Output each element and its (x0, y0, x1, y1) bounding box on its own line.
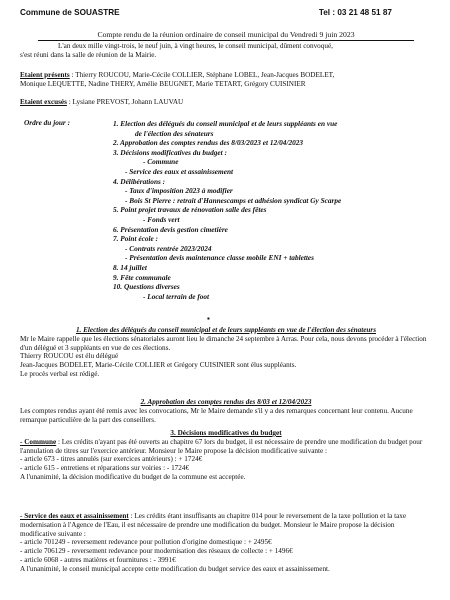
agenda-item: - Bois St Pierre : retrait d'Hannescamps et adhésion syndicat Gy Scarpe (125, 195, 342, 205)
phone-number: Tel : 03 21 48 51 87 (318, 8, 392, 17)
agenda-list (113, 119, 431, 301)
commune-label: - Commune (20, 437, 57, 446)
section-2-heading: 2. Approbation des comptes rendus des 8/03 et 12/04/2023 (140, 398, 312, 406)
agenda-item: 4. Délibérations : (113, 176, 166, 186)
section-1-delegate: Thierry ROUCOU est élu délégué (20, 352, 119, 361)
section-1-report: Le procès verbal est rédigé. (20, 369, 100, 378)
agenda-item: 9. Fête communale (113, 272, 171, 282)
excused-label: Etaient excusés (20, 98, 67, 106)
section-budget-commune (20, 429, 432, 482)
agenda-item: 7. Point école : (113, 234, 158, 244)
water-service-label: - Service des eaux et assainissement (20, 512, 129, 520)
budget-line: - article 6068 - autres matières et fournitures : - 3991€ (20, 555, 176, 564)
separator-dot: ▪ (207, 314, 210, 323)
section-3-paragraph: : Les crédits n'ayant pas été ouverts au chapitre 67 lors du budget, il est nécessaire de prendre une modification du budget pour l'annulation de titres sur l'exercice antérieur. Monsieur le Maire propose la décision modificative suivante : (20, 437, 423, 455)
section-3-heading: 3. Décisions modificatives du budget (170, 429, 282, 437)
agenda-item: - Commune (143, 157, 179, 167)
agenda-item: - Taux d'imposition 2023 à modifier (125, 186, 233, 196)
intro-line-2: s'est réuni dans la salle de réunion de la Mairie. (20, 51, 157, 59)
agenda-item: - Service des eaux et assainissement (125, 166, 234, 176)
agenda-item: 8. 14 juillet (113, 262, 147, 272)
attendees-excused (20, 98, 430, 106)
commune-name: Commune de SOUASTRE (20, 8, 120, 17)
agenda-item: - Local terrain de foot (143, 291, 210, 301)
agenda-item: 1. Election des délégués du conseil municipal et de leurs suppléants en vue (113, 119, 338, 128)
attendees-present (20, 71, 430, 89)
agenda-item: - Contrats rentrée 2023/2024 (125, 243, 212, 253)
agenda-label: Ordre du jour : (24, 118, 71, 127)
present-line-2: Monique LEQUETTE, Nadine THERY, Amélie BEUGNET, Marie TETART, Grégory CUISINIER (20, 80, 306, 89)
excused-names: : Lysiane PREVOST, Johann LAUVAU (66, 98, 184, 106)
section-4-paragraph: : Les crédits étant insuffisants au chapitre 014 pour le reversement de la taxe pollution et la taxe modernisation à l'Agence de l'Eau, il est nécessaire de prendre une modification du budget. Monsieur le Maire propose la décision modificative suivante : (20, 512, 407, 538)
intro-line-1: L'an deux mille vingt-trois, le neuf juin, à vingt heures, le conseil municipal, dûment convoqué, (58, 42, 333, 50)
section-2-paragraph: Les comptes rendus ayant été remis avec les convocations, Mr le Maire demande s'il y a des remarques concernant leur contenu. Aucune remarque particulière de la part des conseillers. (20, 406, 413, 424)
section-4-conclusion: A l'unanimité, le conseil municipal accepte cette modification du budget service des eaux et assainissement. (20, 564, 330, 573)
section-minutes-approval (20, 398, 432, 424)
agenda-item: 2. Approbation des comptes rendus des 8/03/2023 et 12/04/2023 (113, 138, 304, 148)
present-label: Etaient présents (20, 71, 70, 79)
present-line-1: : Thierry ROUCOU, Marie-Cécile COLLIER, Stéphane LOBEL, Jean-Jacques BODELET, (69, 71, 335, 79)
document-title: Compte rendu de la réunion ordinaire de conseil municipal du Vendredi 9 juin 2023 (38, 30, 414, 41)
budget-line: - article 615 - entretiens et réparations sur voiries : - 1724€ (20, 464, 190, 473)
section-3-conclusion: A l'unanimité, la décision modificative du budget de la commune est acceptée. (20, 472, 246, 481)
agenda-item: - Fonds vert (143, 214, 180, 224)
agenda-item: 3. Décisions modificatives du budget : (113, 147, 227, 157)
agenda-item: de l'élection des sénateurs (135, 128, 214, 138)
section-1-paragraph: Mr le Maire rappelle que les élections sénatoriales auront lieu le dimanche 24 septembre à Arras. Pour cela, nous devons procéder à l'élection d'un délégué et 3 suppléants en vue de ces élections. (20, 334, 427, 352)
section-1-substitutes: Jean-Jacques BODELET, Marie-Cécile COLLIER et Grégory CUISINIER sont élus suppléants. (20, 361, 297, 370)
page-header (20, 8, 430, 20)
agenda-item: 10. Questions diverses (113, 282, 180, 292)
section-senatorial-election (20, 326, 432, 379)
agenda-item: 6. Présentation devis gestion cimetière (113, 224, 228, 234)
intro-paragraph (20, 42, 430, 60)
budget-line: - article 706129 - reversement redevance pour modernisation des réseaux de collecte : + 1496€ (20, 547, 293, 556)
agenda-item: - Présentation devis maintenance classe mobile ENI + tablettes (125, 253, 314, 263)
budget-line: - article 701249 - reversement redevance pour pollution d'origine domestique : + 2495€ (20, 538, 272, 547)
section-1-heading: 1. Election des délégués du conseil municipal et de leurs suppléants en vue de l'élection des sénateurs (75, 326, 377, 334)
budget-line: - article 673 - titres annulés (sur exercices antérieurs) : + 1724€ (20, 455, 203, 464)
agenda-item: 5. Point projet travaux de rénovation salle des fêtes (113, 205, 267, 215)
section-budget-water (20, 512, 432, 574)
